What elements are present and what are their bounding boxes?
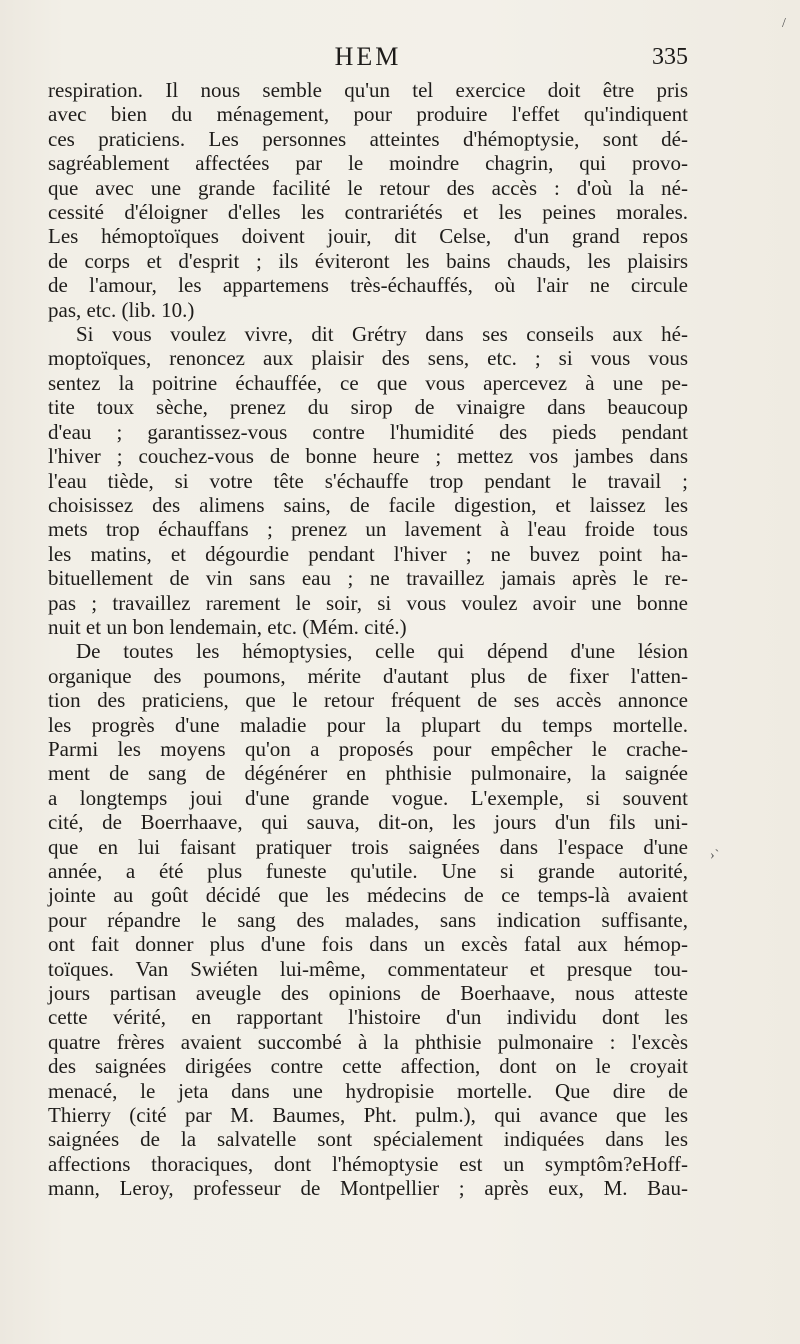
text-line: l'eau tiède, si votre tête s'échauffe trop pendant le travail ; <box>48 468 688 493</box>
text-line: bituellement de vin sans eau ; ne travaillez jamais après le re- <box>48 566 688 591</box>
body-text <box>48 78 688 1201</box>
margin-mark: ›` <box>710 848 720 863</box>
text-line: respiration. Il nous semble qu'un tel exercice doit être pris <box>48 78 688 102</box>
text-line: jours partisan aveugle des opinions de Boerhaave, nous atteste <box>48 981 688 1006</box>
text-line: que avec une grande facilité le retour des accès : d'où la né- <box>48 175 688 200</box>
text-line: Parmi les moyens qu'on a proposés pour empêcher le crache- <box>48 736 688 761</box>
text-line: cité, de Boerrhaave, qui sauva, dit-on, les jours d'un fils uni- <box>48 810 688 835</box>
page-header <box>48 42 688 82</box>
text-line: Thierry (cité par M. Baumes, Pht. pulm.), qui avance que les <box>48 1103 688 1128</box>
text-line: de l'amour, les appartemens très-échauffés, où l'air ne circule <box>48 273 688 298</box>
text-line: sentez la poitrine échauffée, ce que vous apercevez à une pe- <box>48 370 688 395</box>
text-line: mann, Leroy, professeur de Montpellier ; après eux, M. Bau- <box>48 1176 688 1201</box>
text-line: cette vérité, en rapportant l'histoire d'un individu dont les <box>48 1005 688 1030</box>
margin-mark: / <box>782 16 786 31</box>
text-line: les matins, et dégourdie pendant l'hiver ; ne buvez point ha- <box>48 541 688 566</box>
text-line: jointe au goût décidé que les médecins de ce temps-là avaient <box>48 883 688 908</box>
text-line: Les hémoptoïques doivent jouir, dit Celse, d'un grand repos <box>48 224 688 249</box>
text-line: ment de sang de dégénérer en phthisie pulmonaire, la saignée <box>48 761 688 786</box>
text-line: affections thoraciques, dont l'hémoptysie est un symptôm?eHoff- <box>48 1151 688 1176</box>
text-line: nuit et un bon lendemain, etc. (Mém. cité.) <box>48 614 407 639</box>
text-line: a longtemps joui d'une grande vogue. L'exemple, si souvent <box>48 785 688 810</box>
text-line: menacé, le jeta dans une hydropisie mortelle. Que dire de <box>48 1078 688 1103</box>
text-line: choisissez des alimens sains, de facile digestion, et laissez les <box>48 492 688 517</box>
text-line: tite toux sèche, prenez du sirop de vinaigre dans beaucoup <box>48 395 688 420</box>
text-line: quatre frères avaient succombé à la phthisie pulmonaire : l'excès <box>48 1029 688 1054</box>
text-line: ont fait donner plus d'une fois dans un excès fatal aux hémop- <box>48 932 688 957</box>
text-line: tion des praticiens, que le retour fréquent de ses accès annonce <box>48 688 688 713</box>
text-line: De toutes les hémoptysies, celle qui dépend d'une lésion <box>76 639 688 664</box>
text-line: toïques. Van Swiéten lui-même, commentateur et presque tou- <box>48 956 688 981</box>
text-line: mets trop échauffans ; prenez un lavement à l'eau froide tous <box>48 517 688 542</box>
text-line: de corps et d'esprit ; ils éviteront les bains chauds, les plaisirs <box>48 248 688 273</box>
text-line: des saignées dirigées contre cette affection, dont on le croyait <box>48 1054 688 1079</box>
text-line: ces praticiens. Les personnes atteintes d'hémoptysie, sont dé- <box>48 126 688 151</box>
text-line: moptoïques, renoncez aux plaisir des sens, etc. ; si vous vous <box>48 346 688 371</box>
text-line: organique des poumons, mérite d'autant plus de fixer l'atten- <box>48 663 688 688</box>
text-line: saignées de la salvatelle sont spécialement indiquées dans les <box>48 1127 688 1152</box>
text-line: avec bien du ménagement, pour produire l'effet qu'indiquent <box>48 102 688 127</box>
text-line: sagréablement affectées par le moindre chagrin, qui provo- <box>48 151 688 176</box>
text-line: pas, etc. (lib. 10.) <box>48 297 195 322</box>
page-number: 335 <box>652 44 688 70</box>
text-line: cessité d'éloigner d'elles les contrariétés et les peines morales. <box>48 200 688 225</box>
text-line: que en lui faisant pratiquer trois saignées dans l'espace d'une <box>48 834 688 859</box>
text-line: l'hiver ; couchez-vous de bonne heure ; mettez vos jambes dans <box>48 444 688 469</box>
text-line: d'eau ; garantissez-vous contre l'humidité des pieds pendant <box>48 419 688 444</box>
text-line: pas ; travaillez rarement le soir, si vous voulez avoir une bonne <box>48 590 688 615</box>
text-line: Si vous voulez vivre, dit Grétry dans ses conseils aux hé- <box>76 322 688 347</box>
text-line: pour répandre le sang des malades, sans indication suffisante, <box>48 907 688 932</box>
text-line: année, a été plus funeste qu'utile. Une si grande autorité, <box>48 859 688 883</box>
text-line: les progrès d'une maladie pour la plupart du temps mortelle. <box>48 712 688 737</box>
running-head: HEM <box>334 42 402 71</box>
